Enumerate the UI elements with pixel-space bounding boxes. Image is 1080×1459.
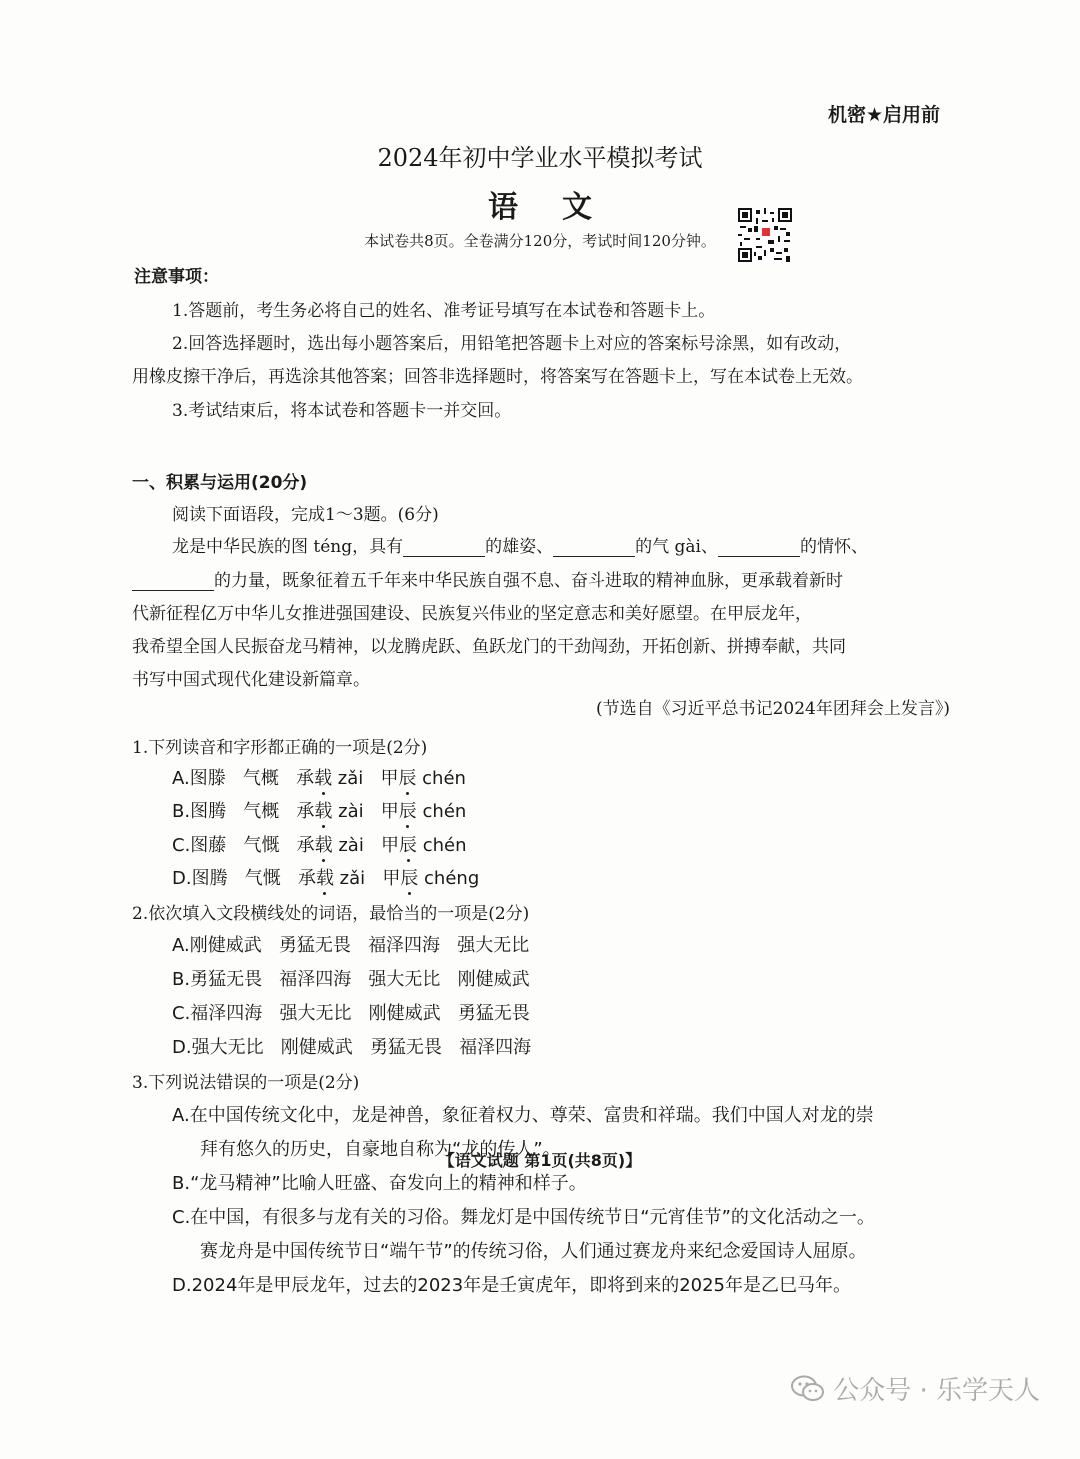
q1-option-b: B.图腾 气概 承载 zài 甲辰 chén [172, 801, 467, 822]
q3-option-b: B.“龙马精神”比喻人旺盛、奋发向上的精神和样子。 [172, 1173, 587, 1194]
passage-line: 书写中国式现代化建设新篇章。 [132, 670, 370, 690]
notice-item: 用橡皮擦干净后，再选涂其他答案；回答非选择题时，将答案写在答题卡上，写在本试卷上无效。 [132, 367, 863, 387]
answer-blank [553, 539, 635, 557]
notice-item: 3.考试结束后，将本试卷和答题卡一并交回。 [172, 401, 512, 421]
wechat-icon [791, 1375, 825, 1403]
passage-line: 代新征程亿万中华儿女推进强国建设、民族复兴伟业的坚定意志和美好愿望。在甲辰龙年， [132, 604, 812, 624]
notice-item: 2.回答选择题时，选出每小题答案后，用铅笔把答题卡上对应的答案标号涂黑，如有改动， [172, 334, 852, 354]
q2-option-b: B.勇猛无畏 福泽四海 强大无比 刚健威武 [172, 969, 530, 990]
answer-blank [403, 539, 485, 557]
q1-option-a: A.图滕 气概 承载 zǎi 甲辰 chén [172, 768, 466, 789]
exam-title: 2024年初中学业水平模拟考试 [377, 144, 703, 172]
section-title: 一、积累与运用(20分) [132, 473, 308, 493]
q2-option-d: D.强大无比 刚健威武 勇猛无畏 福泽四海 [172, 1037, 532, 1058]
q3-option-d: D.2024年是甲辰龙年，过去的2023年是壬寅虎年，即将到来的2025年是乙巳马年。 [172, 1275, 852, 1296]
answer-blank [718, 539, 800, 557]
notice-title: 注意事项： [134, 267, 219, 287]
question-stem: 3.下列说法错误的一项是(2分) [132, 1073, 360, 1093]
watermark [791, 1370, 1040, 1407]
watermark-text: 公众号 · 乐学天人 [833, 1376, 1040, 1406]
passage-line: 的力量，既象征着五千年来中华民族自强不息、奋斗进取的精神血脉，更承载着新时 [132, 566, 843, 591]
question-stem: 1.下列读音和字形都正确的一项是(2分) [132, 738, 428, 758]
q3-option-c-cont: 赛龙舟是中国传统节日“端午节”的传统习俗，人们通过赛龙舟来纪念爱国诗人屈原。 [200, 1241, 867, 1262]
page-footer: 【语文试题 第1页(共8页)】 [438, 1151, 642, 1170]
confidential-label: 机密★启用前 [827, 104, 940, 126]
subject-title: 语文 [488, 190, 636, 225]
q3-option-c: C.在中国，有很多与龙有关的习俗。舞龙灯是中国传统节日“元宵佳节”的文化活动之一。 [172, 1207, 875, 1228]
notice-item: 1.答题前，考生务必将自己的姓名、准考证号填写在本试卷和答题卡上。 [172, 301, 716, 321]
q3-option-a-cont: 拜有悠久的历史，自豪地自称为“龙的传人”。 [200, 1139, 561, 1160]
passage-line: 我希望全国人民振奋龙马精神，以龙腾虎跃、鱼跃龙门的干劲闯劲，开拓创新、拼搏奉献，共同 [132, 637, 846, 657]
q2-option-a: A.刚健威武 勇猛无畏 福泽四海 强大无比 [172, 935, 530, 956]
q1-option-c: C.图藤 气慨 承载 zài 甲辰 chén [172, 835, 467, 856]
q3-option-a: A.在中国传统文化中，龙是神兽，象征着权力、尊荣、富贵和祥瑞。我们中国人对龙的崇 [172, 1105, 874, 1126]
question-stem: 2.依次填入文段横线处的词语，最恰当的一项是(2分) [132, 904, 530, 924]
answer-blank [132, 573, 214, 591]
exam-info: 本试卷共8页。全卷满分120分，考试时间120分钟。 [364, 232, 716, 250]
qr-code-icon [738, 208, 792, 262]
q1-option-d: D.图腾 气慨 承载 zǎi 甲辰 chéng [172, 868, 480, 889]
passage-source: (节选自《习近平总书记2024年团拜会上发言》) [595, 699, 950, 719]
q2-option-c: C.福泽四海 强大无比 刚健威武 勇猛无畏 [172, 1003, 530, 1024]
passage-line: 龙是中华民族的图 téng，具有 的雄姿、 的气 gài、 的情怀、 [172, 537, 868, 557]
reading-intro: 阅读下面语段，完成1～3题。(6分) [172, 505, 439, 525]
